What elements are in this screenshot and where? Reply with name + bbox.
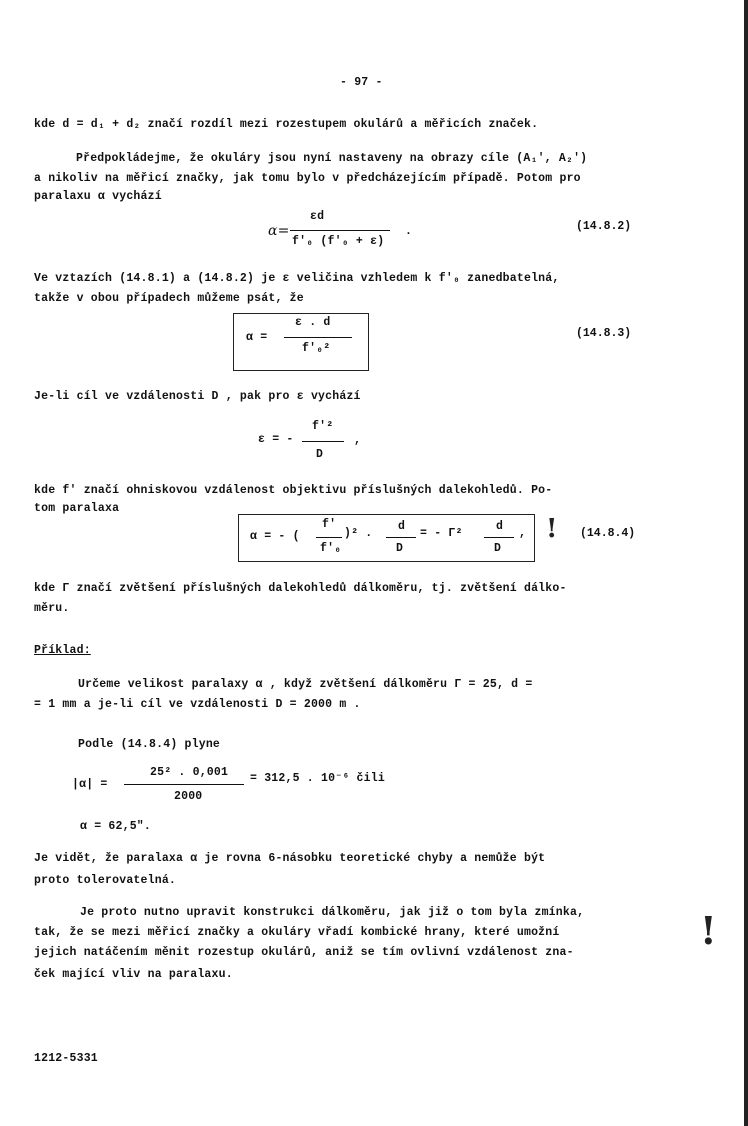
footer-code: 1212-5331 xyxy=(34,1052,98,1065)
example-line-2: = 1 mm a je-li cíl ve vzdálenosti D = 2000 m . xyxy=(34,698,361,711)
fraction-d2-numerator: d xyxy=(496,520,504,533)
equation-number: (14.8.4) xyxy=(580,527,636,540)
paragraph-2-line-1: Předpokládejme, že okuláry jsou nyní nastaveny na obrazy cíle (A₁′, A₂′) xyxy=(76,152,588,165)
equation-number: (14.8.2) xyxy=(576,220,632,233)
equation-lhs: α = xyxy=(246,331,268,344)
fraction-bar xyxy=(316,537,342,538)
page-number: - 97 - xyxy=(340,76,383,89)
paragraph-5-line-1: kde f′ značí ohniskovou vzdálenost objektivu příslušných dalekohledů. Po- xyxy=(34,484,553,497)
paragraph-1-line-1: kde d = d₁ + d₂ značí rozdíl mezi rozestupem okulárů a měřicích značek. xyxy=(34,118,539,131)
fraction-denominator: D xyxy=(316,448,324,461)
fraction-numerator: f′² xyxy=(312,420,334,433)
fraction-bar xyxy=(386,537,416,538)
equation-lhs: ε = - xyxy=(258,433,294,446)
paragraph-8-line-2: tak, že se mezi měřicí značky a okuláry vřadí kombické hrany, které umožní xyxy=(34,926,560,939)
equation-alpha-seconds: α = 62,5". xyxy=(80,820,152,833)
paragraph-2-line-2: a nikoliv na měřicí značky, jak tomu bylo v předcházejícím případě. Potom pro xyxy=(34,172,581,185)
fraction-bar xyxy=(484,537,514,538)
punctuation-dot: . xyxy=(405,225,413,238)
example-line-1: Určeme velikost paralaxy α , když zvětšení dálkoměru Γ = 25, d = xyxy=(78,678,533,691)
punctuation-comma: , xyxy=(354,434,362,447)
fraction-numerator: 25² . 0,001 xyxy=(150,766,229,779)
fraction-denominator: 2000 xyxy=(174,790,203,803)
fraction-numerator: εd xyxy=(310,210,325,223)
fraction-bar xyxy=(284,337,352,338)
fraction-d2-denominator: D xyxy=(494,542,502,555)
equation-rhs: = 312,5 . 10⁻⁶ čili xyxy=(250,772,385,785)
example-line-3: Podle (14.8.4) plyne xyxy=(78,738,221,751)
fraction-numerator: ε . d xyxy=(295,316,331,329)
paragraph-6-line-2: měru. xyxy=(34,602,70,615)
equation-part-3: = - Γ² xyxy=(420,527,463,540)
paragraph-8-line-1: Je proto nutno upravit konstrukci dálkoměru, jak již o tom byla zmínka, xyxy=(80,906,585,919)
equation-lhs: |α| = xyxy=(72,778,108,791)
paragraph-3-line-1: Ve vztazích (14.8.1) a (14.8.2) je ε veličina vzhledem k f′₀ zanedbatelná, xyxy=(34,272,560,285)
equation-part-1: α = - ( xyxy=(250,530,300,543)
fraction-f-numerator: f′ xyxy=(322,518,337,531)
margin-exclamation-icon: ! xyxy=(700,908,717,953)
paragraph-7-line-2: proto tolerovatelná. xyxy=(34,874,177,887)
paragraph-2-line-3: paralaxu α vychází xyxy=(34,190,162,203)
fraction-bar xyxy=(290,230,390,231)
fraction-bar xyxy=(124,784,244,785)
paragraph-7-line-1: Je vidět, že paralaxa α je rovna 6-násobku teoretické chyby a nemůže být xyxy=(34,852,546,865)
paragraph-3-line-2: takže v obou případech můžeme psát, že xyxy=(34,292,304,305)
paragraph-8-line-4: ček mající vliv na paralaxu. xyxy=(34,968,233,981)
fraction-bar xyxy=(302,441,344,442)
fraction-d-numerator: d xyxy=(398,520,406,533)
equation-lhs: α= xyxy=(268,223,290,239)
fraction-d-denominator: D xyxy=(396,542,404,555)
fraction-denominator: f′₀ (f′₀ + ε) xyxy=(292,235,385,248)
fraction-denominator: f′₀² xyxy=(302,342,331,355)
equation-part-2: )² . xyxy=(344,527,373,540)
paragraph-4-line-1: Je-li cíl ve vzdálenosti D , pak pro ε vychází xyxy=(34,390,361,403)
paragraph-6-line-1: kde Γ značí zvětšení příslušných dalekohledů dálkoměru, tj. zvětšení dálko- xyxy=(34,582,567,595)
fraction-f-denominator: f′₀ xyxy=(320,542,342,555)
paragraph-8-line-3: jejich natáčením měnit rozestup okulárů, aniž se tím ovlivní vzdálenost zna- xyxy=(34,946,574,959)
exclamation-mark-icon: ! xyxy=(546,514,558,544)
equation-number: (14.8.3) xyxy=(576,327,632,340)
paragraph-5-line-2: tom paralaxa xyxy=(34,502,120,515)
example-heading: Příklad: xyxy=(34,644,91,657)
equation-part-4: , xyxy=(519,527,527,540)
scan-edge-divider xyxy=(744,0,748,1126)
